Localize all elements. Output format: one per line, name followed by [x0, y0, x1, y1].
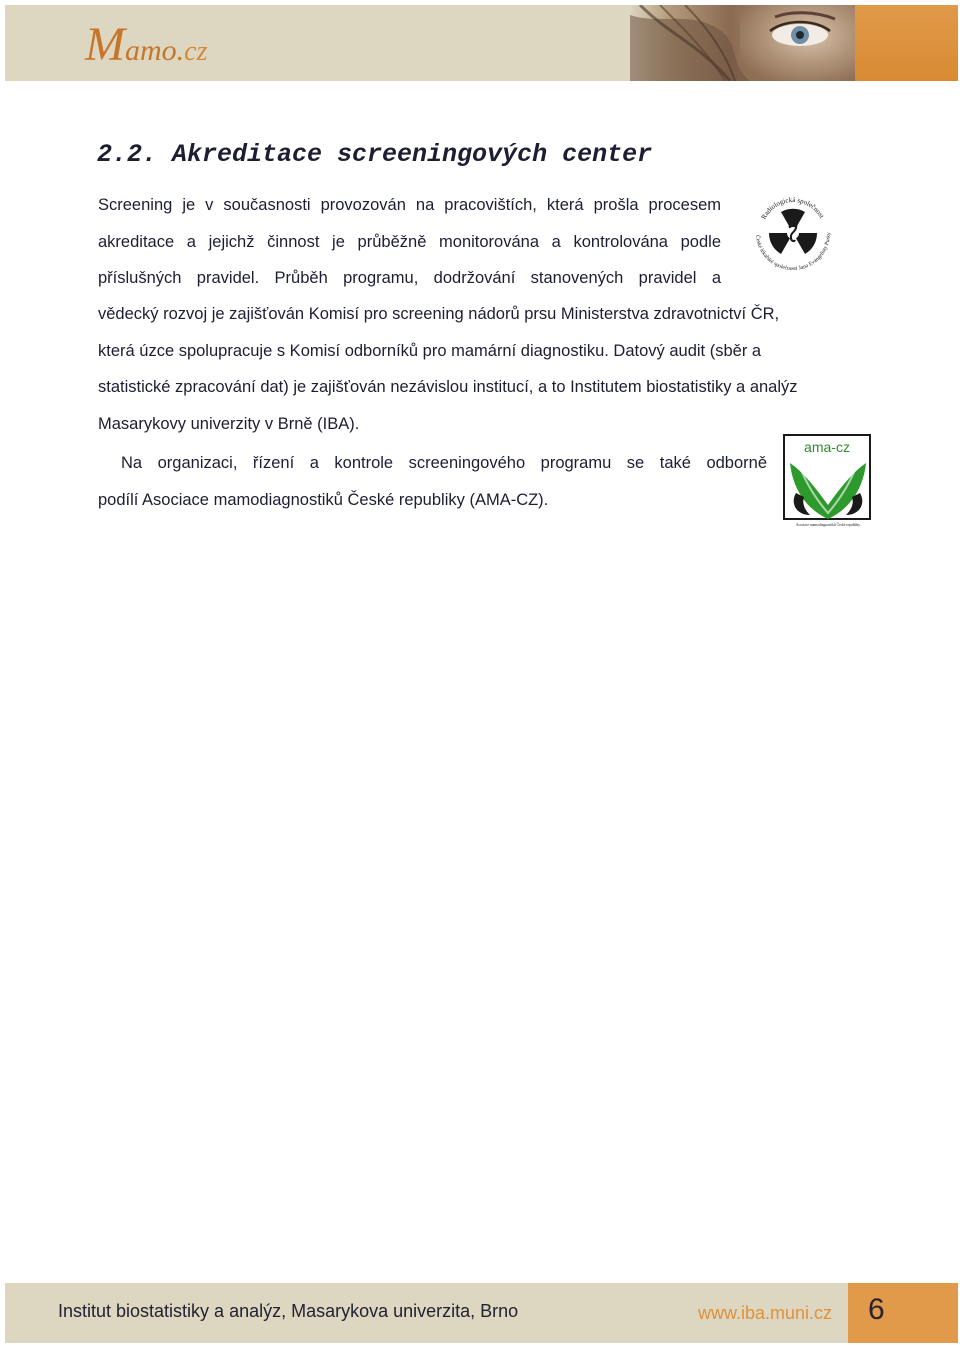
text-line: Masarykovy univerzity v Brně (IBA).	[98, 414, 360, 433]
text-line: která úzce spolupracuje s Komisí odborníků pro mamární diagnostiku. Datový audit (sběr a	[98, 341, 762, 360]
ama-caption-text: Asociace mamodiagnostiků České republiky	[795, 523, 861, 527]
logo-text: amo.	[124, 34, 185, 67]
logo-letter-m: M	[85, 18, 125, 71]
ama-cz-v-icon	[782, 433, 874, 529]
paragraph-1-part-2	[98, 296, 879, 442]
seal-bottom-text: České lékařské společnosti Jana Evangelisty Purky	[754, 232, 833, 273]
section-title: 2.2. Akreditace screeningových center	[97, 140, 653, 169]
ama-cz-logo	[782, 433, 874, 529]
footer-institution: Institut biostatistiky a analýz, Masarykova univerzita, Brno	[58, 1301, 519, 1321]
radiology-society-logo	[748, 188, 838, 278]
paragraph-1-part-1	[98, 187, 721, 297]
eye-photo-illustration	[630, 5, 855, 81]
page-footer	[5, 1283, 958, 1343]
seal-top-text: Radiologická společnost	[759, 195, 826, 221]
text-line: vědecký rozvoj je zajišťován Komisí pro screening nádorů prsu Ministerstva zdravotnictví ČR,	[98, 305, 780, 323]
footer-url-link[interactable]: www.iba.muni.cz	[698, 1303, 833, 1323]
text-line: akreditace a jejichž činnost je průběžně monitorována a kontrolována podle	[98, 232, 721, 251]
radiation-seal-icon	[748, 188, 838, 278]
paragraph-2-line-2: podílí Asociace mamodiagnostiků České republiky (AMA-CZ).	[98, 491, 549, 509]
page-number: 6	[868, 1293, 885, 1326]
text-line: Screening je v současnosti provozován na pracovištích, která prošla procesem	[98, 196, 721, 214]
text-line: příslušných pravidel. Průběh programu, dodržování stanovených pravidel a	[98, 269, 721, 287]
header-accent-block	[855, 5, 958, 81]
ama-label-text: ama-cz	[804, 439, 850, 455]
paragraph-2-line-1: Na organizaci, řízení a kontrole screeningového programu se také odborně	[121, 454, 767, 472]
mamo-logo[interactable]	[85, 19, 207, 71]
text-line: statistické zpracování dat) je zajišťován nezávislou institucí, a to Institutem biostatistiky a analýz	[98, 378, 798, 396]
logo-domain: cz	[184, 36, 208, 67]
page-header	[5, 5, 958, 81]
header-photo	[630, 5, 855, 81]
page-number-box	[848, 1283, 958, 1343]
